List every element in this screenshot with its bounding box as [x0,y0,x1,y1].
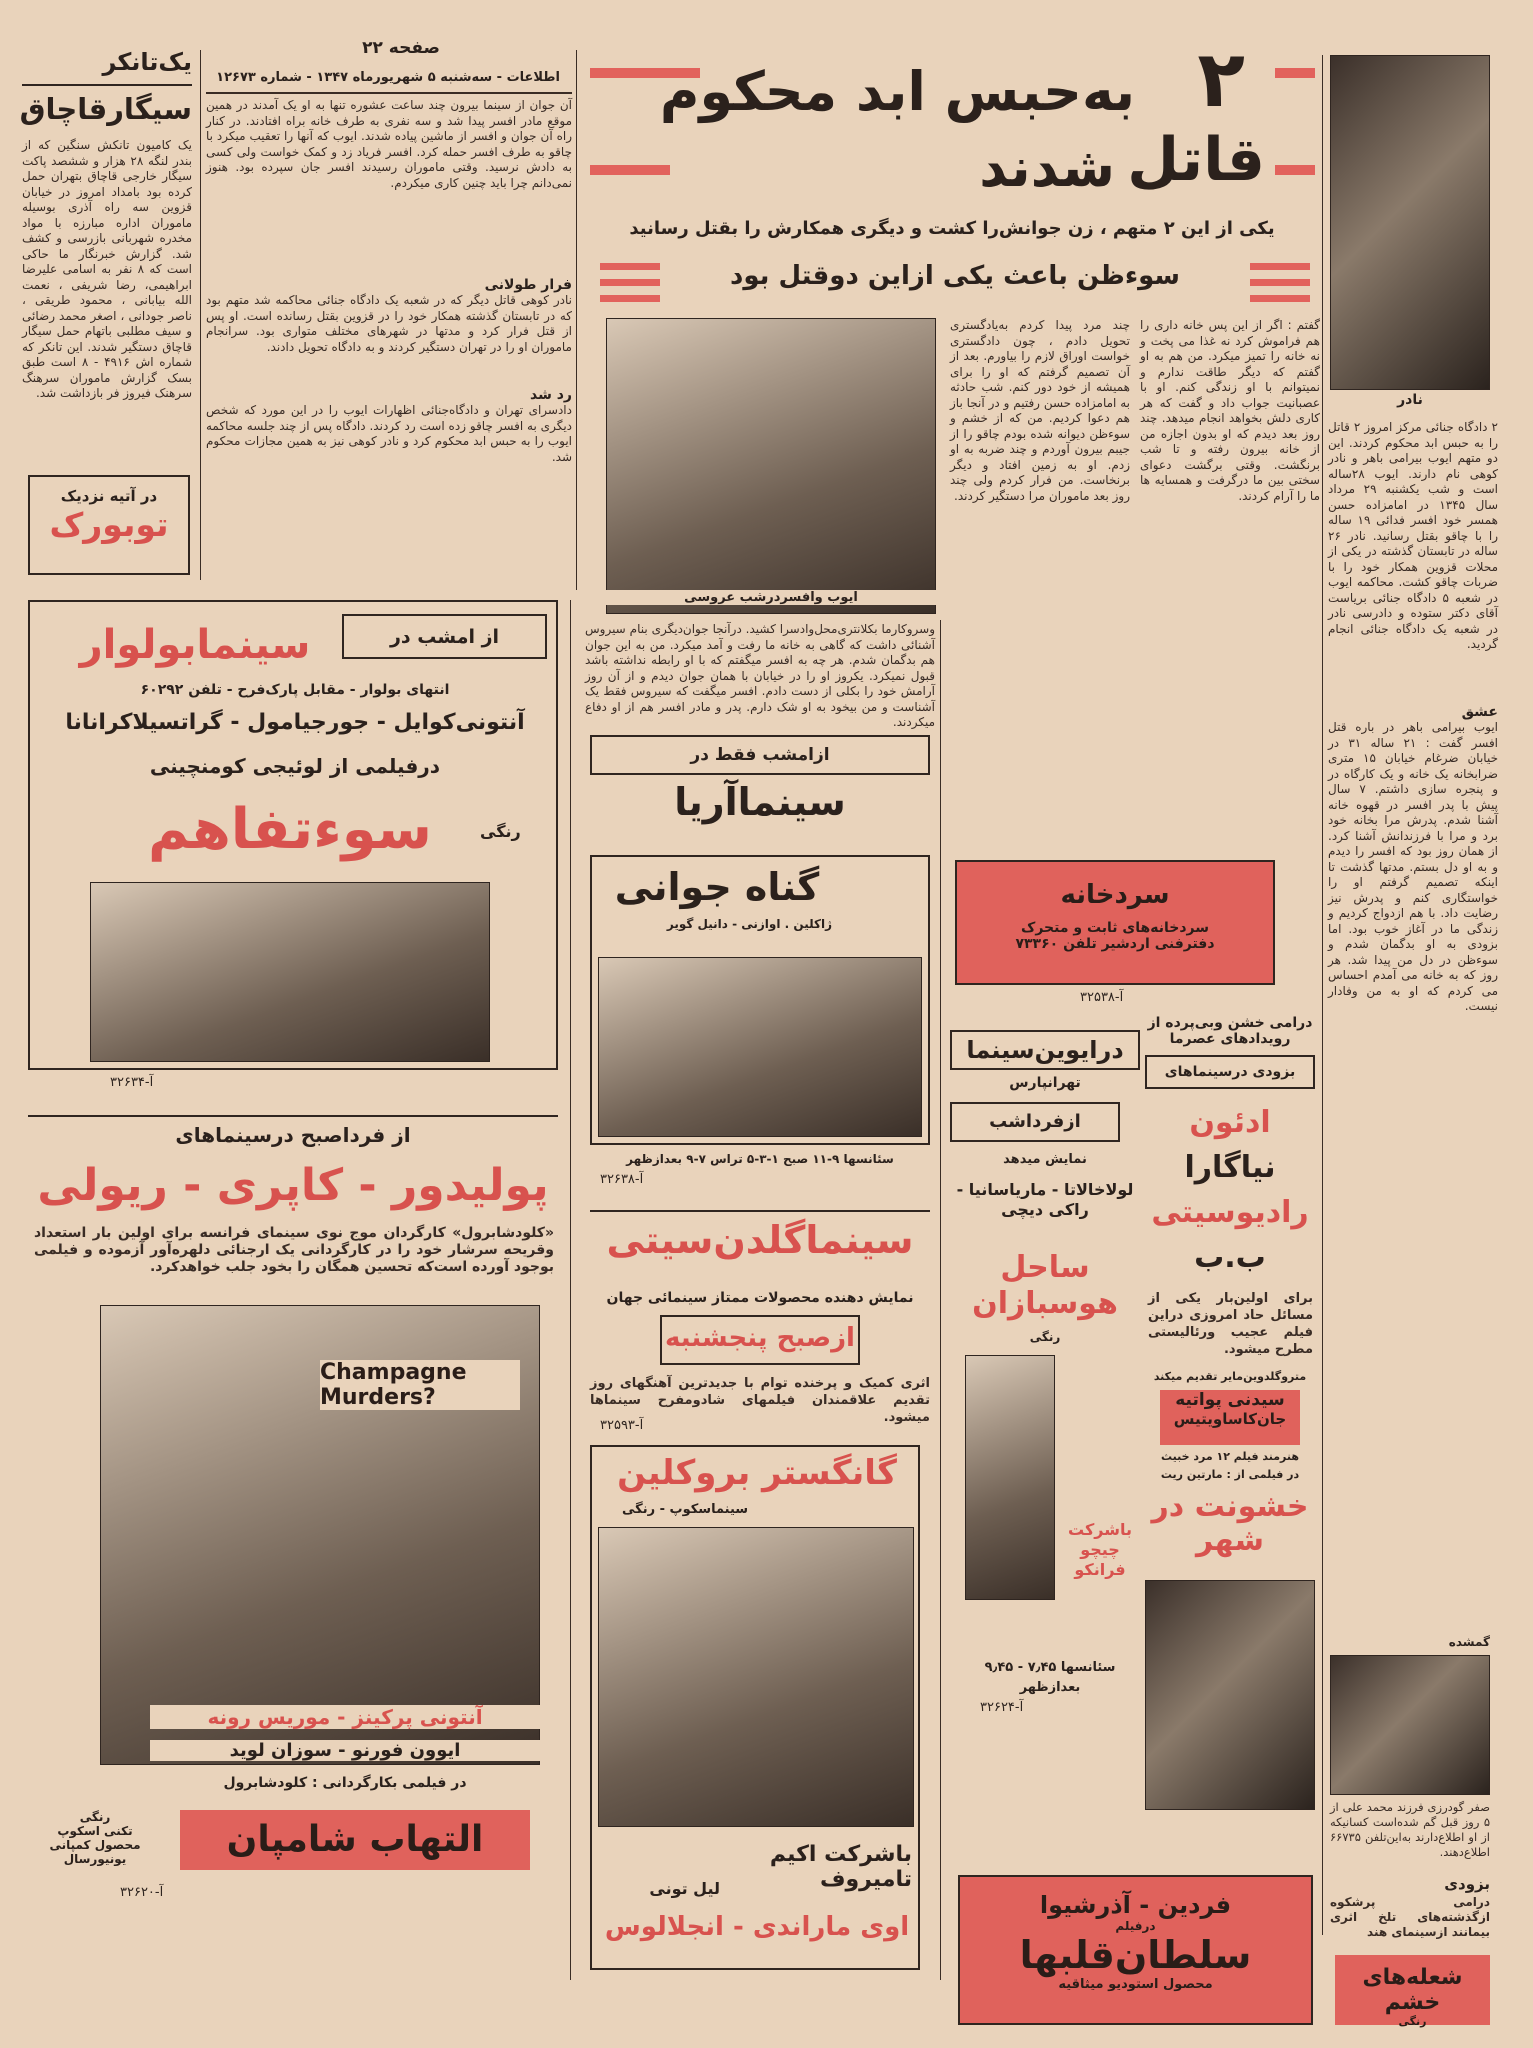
drivein-cast: لولاخالاتا - ماریاسانیا - راکی دیچی [956,1180,1134,1219]
story-column-5 [206,98,572,578]
drivein-from-box [950,1102,1120,1142]
page-number: صفحه ۲۲ [362,38,440,58]
odeon-actor: سیدنی پواتیه [1175,1390,1285,1410]
photo-wedding-caption: ایوب وافسردرشب عروسی [606,590,936,605]
boulevard-tonight-box [342,614,547,659]
ad-tobruk [28,475,190,575]
story-column-4: وسروکارما بکلانتری‌محل‌وادسرا کشید. درآنجا جوان‌دیگری بنام سیروس آشنائی داشت که گاهی به خانه ما رفت و آمد میکرد. من به این جوان هم بدگمان شدم. هر چه به افسر میگفتم که با او رابطه نداشته باشد قبول نمیکرد. یکروز او را در خیابان با همان جوان دیدم و از آن روز آرامش خود را بکلی از دست دادم. افسر میگفت که سیروس فقط یک آشناست و من بیخود به او شک دارم. پدر و مادر افسر هم از او دفاع میکردند. [585,622,935,729]
shoalehha-soon: بزودی [1444,1875,1490,1893]
odeon-photo [1145,1580,1315,1810]
boulevard-director: درفیلمی از لوئیجی کومنچینی [149,754,441,778]
story-column-1 [1328,420,1498,1630]
drivein-film: ساحل هوسبازان [972,1250,1118,1321]
drama-text: درامی خشن وبی‌پرده از رویدادهای عصرما [1147,1015,1313,1047]
sardkhaneh-line1: سردخانه‌های ثابت و متحرک [1021,920,1209,936]
column-rule [570,600,571,1980]
drivein-code: آ-۳۲۶۲۴ [980,1700,1024,1715]
drivein-afternoon: بعدازظهر [1019,1680,1081,1695]
golden-code: آ-۳۲۵۹۳ [600,1418,644,1433]
tobruk-label: در آتیه نزدیک [60,487,158,505]
lead-subhead: یکی از این ۲ متهم ، زن جوانش‌را کشت و دیگری همکارش را بقتل رسانید [629,218,1275,239]
shoalehha-color: رنگی [1398,2015,1427,2028]
story-col5b-text: نادر کوهی قاتل دیگر که در شعبه یک دادگاه جنائی محاکمه شد متهم بود که در تابستان گذشته همکار خود را در قزوین بقتل رسانده است. او پس از قتل فرار کرد و مدتها در شهرهای مختلف متواری بود. سرانجام ماموران او را در تهران دستگیر کردند و به دادگاه تحویل دادند. [206,293,572,354]
champagne-cinemas: پولیدور - کاپری - ریولی [37,1160,549,1211]
champagne-cast1: آنتونی پرکینز - موریس رونه [150,1705,540,1729]
shoalehha-film: شعله‌های خشم [1362,1965,1463,2015]
champagne-color: رنگی [79,1810,111,1824]
missing-photo [1330,1655,1490,1795]
champagne-from: از فرداصبح درسینماهای [28,1115,558,1147]
drivein-from: ازفرداشب [989,1111,1081,1132]
odeon-c4: ب.ب [1194,1240,1266,1275]
aria-cinema: سینماآریا [674,780,846,824]
drivein-star: باشرکت چیچو فرانکو [1068,1520,1132,1579]
headline-word-1: قاتل [1127,125,1265,195]
fardin-film: سلطان‌قلبها [1019,1933,1252,1977]
photo-wedding [606,318,936,614]
champagne-cast2: ایوون فورنو - سوزان لوید [150,1740,540,1761]
shoalehha-box [1335,1955,1490,2028]
column-rule [576,50,577,590]
headline-bar [1275,165,1315,175]
odeon-director: در فیلمی از : مارتین ریت [1160,1468,1300,1481]
odeon-note: هنرمند فیلم ۱۲ مرد خبیث [1160,1450,1300,1463]
drivein-photo [965,1355,1055,1600]
brooklyn-format: سینماسکوپ - رنگی [622,1502,749,1517]
second-head-bar [1250,279,1310,286]
drama-soon-box [1145,1055,1315,1089]
drivein-show: نمایش میدهد [1003,1152,1087,1167]
story-col5c-text: دادسرای تهران و دادگاه‌جنائی اظهارات ایوب را در این مورد که شخص دیگری به افسر چاقو زده است رد کردند. دادگاه پس از چند جلسه محاکمه ایوب را به حبس ابد محکوم کرد و نادر کوهی نیز به همین مجازات محکوم شد. [206,403,572,464]
photo-nader-caption: نادر [1397,392,1423,408]
header-rule [206,92,572,94]
champagne-studio: محصول کمپانی یونیورسال [49,1838,141,1866]
lead-headline [590,35,1315,215]
second-head-bar [600,279,660,286]
fardin-pre: درفیلم [1115,1919,1156,1933]
aria-film: گناه جوانی [614,865,820,909]
golden-from-box [660,1315,860,1365]
drivein-showtimes: سئانسها ۷٫۴۵ - ۹٫۴۵ [984,1660,1116,1675]
odeon-actor-box [1160,1390,1300,1445]
golden-text: اثری کمیک و پرخنده توام با جدیدترین آهنگهای روز تقدیم علاقمندان فیلمهای شادومفرح سینماها میشود. [590,1376,930,1425]
boulevard-code: آ-۳۲۶۳۴ [110,1075,154,1090]
headline-number: ۲ [1197,35,1245,125]
champagne-film-box [180,1810,530,1870]
second-head-bar [1250,295,1310,302]
headline-word-2: به‌حبس ابد محکوم [659,60,1135,123]
dateline: اطلاعات - سه‌شنبه ۵ شهریورماه ۱۳۴۷ - شماره ۱۲۶۷۳ [216,70,560,85]
boulevard-cinema: سینمابولوار [79,622,311,668]
missing-text: صفر گودرزی فرزند محمد علی از ۵ روز قبل گم شده‌است کسانیکه از او اطلاع‌دارند به‌این‌تلفن ۶۶۷۳۵ اطلاع‌دهند. [1330,1800,1490,1859]
champagne-desc: «کلودشابرول» کارگردان موج نوی سینمای فرانسه برای اولین بار استعداد وقریحه سرشار خود را در کارگردانی یک ارجنائی دلهره‌آور آزموده و فیلمی بوجود آورده است‌که تحسین همگان را بخود جلب خواهدکرد. [34,1225,554,1275]
sardkhaneh-title: سردخانه [1060,880,1170,910]
left-story-headline: سیگارقاچاق [22,84,192,126]
ad-sardkhaneh [955,860,1275,985]
golden-desc: نمایش دهنده محصولات ممتاز سینمائی جهان [606,1290,914,1306]
ad-brooklyn [590,1445,920,1970]
aria-code: آ-۳۲۶۳۸ [600,1172,644,1187]
story-col1-sub: عشق [1461,704,1498,720]
odeon-credit: مترو‌گلدوین‌مایر تقدیم میکند [1153,1370,1307,1383]
champagne-director: در فیلمی بکارگردانی : کلودشابرول [223,1775,467,1791]
column-rule [200,50,201,580]
second-head-bar [600,263,660,270]
headline-bar [1275,68,1315,78]
aria-photo [598,957,922,1137]
brooklyn-cast2: لیل تونی [649,1879,720,1898]
aria-tonight: ازامشب فقط در [690,745,830,765]
aria-showtimes: سئانسها ۹-۱۱ صبح ۱-۳-۵ تراس ۷-۹ بعدازظهر [626,1152,894,1166]
brooklyn-cast1: باشرکت اکیم تامیروف [769,1842,912,1892]
boulevard-photo [90,882,490,1062]
boulevard-tonight: از امشب در [389,626,500,648]
odeon-desc: برای اولین‌بار یکی از مسائل حاد امروزی دراین فیلم عجیب ورئالیستی مطرح میشود. [1148,1291,1313,1357]
odeon-actor2: جان‌کاساویتیس [1173,1410,1287,1428]
odeon-film: خشونت در شهر [1151,1489,1309,1558]
shoalehha-desc: درامی پرشکوه ازگذشته‌های تلخ اثری بیمانند ازسینمای هند [1330,1895,1490,1939]
tobruk-title: توبورک [49,505,169,544]
aria-cast: ژاکلین . اوازنی - دانیل گویر [666,917,832,931]
golden-from: ازصبح پنجشنبه [665,1323,855,1353]
ad-aria [590,855,930,1145]
boulevard-cast: آنتونی‌کوایل - جورجیامول - گراتسیلاکرانانا [65,710,525,735]
story-col5-sub1: فرار طولانی [484,277,572,293]
sardkhaneh-code: آ-۳۲۵۳۸ [1080,990,1124,1005]
story-column-2: گفتم : اگر از این پس خانه داری را هم فراموش کرد نه غذا می پخت و نه خانه را تمیز میکرد. من هم به او گفتم که دیگر طاقت ندارم و نمیتوانم با او زندگی کنم. او با عصبانیت جواب داد و گفت که هر کاری دلش بخواهد انجام میدهد. چند روز بعد دیدم که او بدون اجازه من از خانه بیرون رفته و تا شب برنگشت. وقتی برگشت دعوای سختی بین ما درگرفت و همسایه ها ما را آرام کردند. [1140,318,1320,503]
aria-tonight-box [590,735,930,775]
second-head-bar [600,295,660,302]
odeon-c3: رادیوسیتی [1151,1195,1309,1230]
ad-boulevard [28,600,558,1070]
champagne-format: تکنی اسکوپ [57,1824,133,1838]
champagne-film: التهاب شامپان [226,1819,484,1860]
ad-fardin [958,1875,1313,2025]
second-head [590,255,1320,315]
champagne-english: Champagne Murders? [320,1360,520,1410]
story-col1-text: ۲ دادگاه جنائی مرکز امروز ۲ قاتل را به حبس ابد محکوم کردند. این دو متهم ایوب بیرامی باهر و نادر کوهی نام دارند. ایوب ۲۸ساله است و شب یکشنبه ۲۹ مرداد سال ۱۳۴۵ در امامزاده حسن همسر خود افسر فدائی ۱۹ ساله را با چاقو بقتل رسانید. نادر ۲۶ ساله در تابستان گذشته در یکی از محلات قزوین همکار خود را با ضربات چاقو کشت. محاکمه ایوب در شعبه ۵ دادگاه جنائی بریاست آقای دکتر ستوده و دادرسی نادر در شعبه یک دادگاه جنائی انجام گردید. [1328,420,1499,651]
story-column-3: چند مرد پیدا کردم به‌یادگستری تحویل دادم ، چون دادگستری خواست اوراق لازم را بیاورم. بعد از آن تصمیم گرفتم که او را برای همیشه از خود دور کنم. شب حادثه به امامزاده حسن رفتیم و در آنجا باز هم دعوا کردیم. من که از خشم و سوءظن دیوانه شده بودم چاقو را از جیبم بیرون آوردم و چند ضربه به او زدم. او به زمین افتاد و دیگر برنخاست. من فرار کردم ولی چند روز بعد ماموران مرا دستگیر کردند. [950,318,1130,503]
left-story-title: یک‌تانکر [102,48,192,76]
brooklyn-photo [598,1527,914,1827]
left-story [19,48,193,468]
fardin-cast: فردین - آذرشیوا [1039,1891,1232,1919]
champagne-code: آ-۳۲۶۲۰ [120,1885,164,1900]
missing-label: گمشده [1448,1635,1490,1649]
left-story-text: یک کامیون تانکش سنگین که از بندر لنگه ۲۸ هزار و ششصد پاکت سیگار خارجی قاچاق بتهران حمل کرده بود بامداد امروز در خیابان قزوین سه راه آذری بوسیله ماموران اداره مبارزه با مواد مخدره شهربانی بازرسی و کشف شد. گزارش خبرنگار ما حاکی است که ۸ نفر به اسامی علیرضا ابراهیمی، رضا شریفی ، نعمت الله بیابانی ، محمود طریقی ، ناصر جودانی ، اصغر محمد رضائی و سیف مطلبی باتهام حمل سیگار قاچاق دستگیر شدند. این تانکر که شماره اش ۴۹۱۶ - ۸ است طبق بسک گزارش ماموران سرهنگ سرهنک فیروز فر بازداشت شد. [22,138,193,400]
drivein-location: تهرانپارس [1009,1075,1081,1091]
brooklyn-film: گانگستر بروکلین [617,1453,897,1493]
boulevard-film: سوءتفاهم [148,797,432,862]
boulevard-address: انتهای بولوار - مقابل پارک‌فرح - تلفن ۶۰۲۹۲ [140,682,450,698]
photo-nader [1330,55,1490,390]
champagne-meta [30,1810,160,1866]
odeon-c2: نیاگارا [1184,1150,1276,1185]
drivein-color: رنگی [1029,1330,1061,1344]
story-col5-sub2: رد شد [530,387,572,403]
fardin-studio: محصول استودیو میثاقیه [1058,1977,1213,1992]
headline-word-3: شدند [979,136,1115,199]
drama-soon: بزودی درسینماهای [1164,1064,1296,1080]
story-col5-text: آن جوان از سینما بیرون چند ساعت عشوره تنها به او یک آمدند در همین موقع مادر افسر پیدا شد و سه نفری به طرف خانه براه افتادند. در کنار راه آن جوان و افسر از ماشین پیاده شدند. ایوب که آنها را تعقیب میکرد با چاقو به طرف افسر حمله کرد. افسر فریاد زد و کمک خواست ولی کسی به دادش نرسید. وقتی ماموران رسیدند افسر جان سپرده بود. هنوز نمی‌دانم چرا باید چنین کاری میکردم. [206,98,572,190]
second-head-bar [1250,263,1310,270]
sardkhaneh-line2: دفترفنی اردشیر تلفن ۷۳۳۶۰ [1015,936,1215,952]
odeon-c1: ادئون [1189,1105,1271,1140]
story-col1b-text: ایوب بیرامی باهر در باره قتل افسر گفت : ۲۱ ساله ۳۱ در خیابان ضرغام خیابان ۱۵ متری ضرابخانه یک خانه و یک کارگاه در و پنجره سازی داشتم. ۷ سال پیش با پدر افسر در قهوه خانه آشنا شدم. پدرش مرا بخانه خود برد و مرا با فرزندانش آشنا کرد. از همان روز بود که افسر را دیدم و به او دل بستم. مدتها گذشت تا اینکه تصمیم گرفتم او را خواستگاری کنم و پدرش نیز رضایت داد. با هم ازدواج کردیم و زندگی ما در آغاز خوب بود. اما بزودی به او بدگمان شدم و سوءظن در دل من پیدا شد. هر روز که به خانه می آمدم احساس می کردم که او به من وفادار نیست. [1328,720,1499,1013]
golden-cinema: سینماگلدن‌سیتی [590,1210,930,1262]
second-head-text: سوءظن باعث یکی ازاین دوقتل بود [729,261,1180,291]
column-rule [940,620,941,1980]
boulevard-color: رنگی [480,822,521,841]
drivein-cinema: درایوین‌سینما [950,1030,1140,1070]
brooklyn-cast3: اوی ماراندی - انجلالوس [604,1912,910,1942]
headline-bar [590,165,670,175]
column-rule [1322,55,1323,1935]
